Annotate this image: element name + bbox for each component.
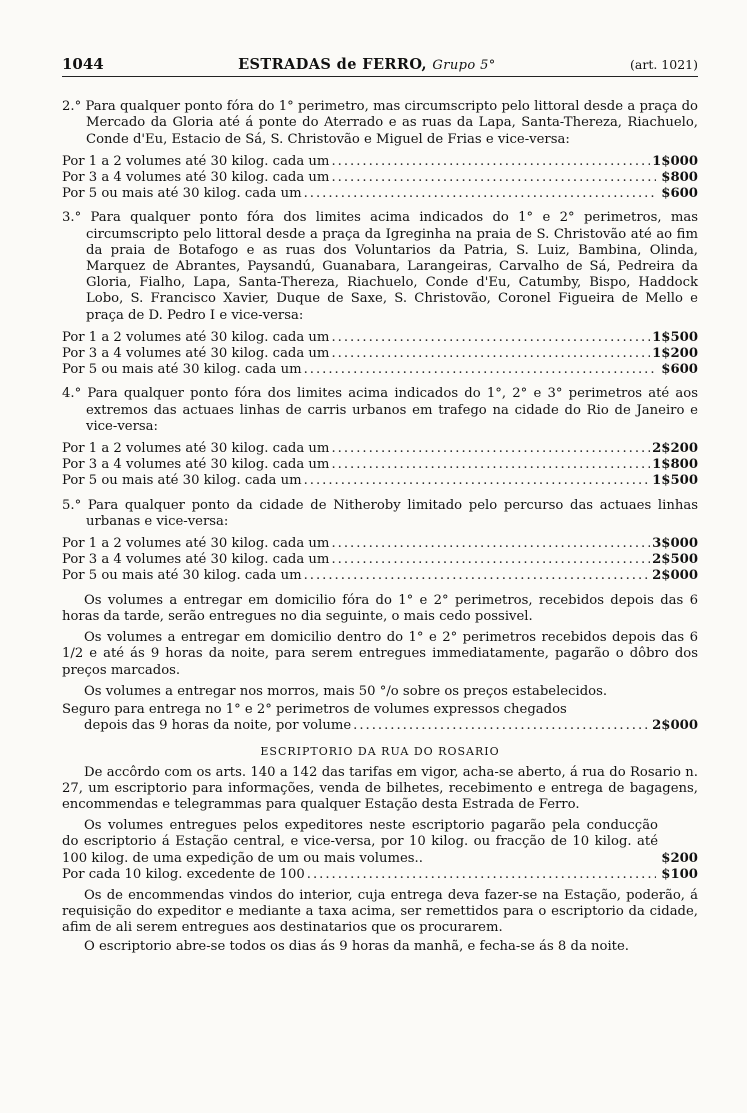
section-5 <box>62 498 698 585</box>
price-value: $600 <box>661 186 698 202</box>
price-label: Por 3 a 4 volumes até 30 kilog. cada um <box>62 346 330 362</box>
header-title <box>238 57 496 74</box>
price-row <box>62 330 698 346</box>
price-value: 2$000 <box>652 718 698 734</box>
price-value: $600 <box>661 362 698 378</box>
price-row <box>62 186 698 202</box>
price-label: Por 1 a 2 volumes até 30 kilog. cada um <box>62 536 330 552</box>
section-2 <box>62 99 698 202</box>
price-row <box>62 473 698 489</box>
price-row <box>62 718 698 734</box>
section-text: 5.° Para qualquer ponto da cidade de Nitheroby limitado pelo percurso das actuaes linhas urbanas e vice-versa: <box>62 497 698 529</box>
price-value: 2$500 <box>652 552 698 568</box>
price-value: 3$000 <box>652 536 698 552</box>
price-value: 1$200 <box>652 346 698 362</box>
price-row <box>62 552 698 568</box>
section-heading: ESCRIPTORIO DA RUA DO ROSARIO <box>260 745 500 759</box>
price-value: 1$500 <box>652 329 698 345</box>
price-value: 1$500 <box>652 473 698 489</box>
seguro-block <box>62 702 698 734</box>
document-page <box>62 56 698 957</box>
price-value: 1$000 <box>652 153 698 169</box>
price-value: 2$200 <box>652 441 698 457</box>
escriptorio-paragraph: O escriptorio abre-se todos os dias ás 9 horas da manhã, e fecha-se ás 8 da noite. <box>84 938 629 954</box>
price-label: Por 1 a 2 volumes até 30 kilog. cada um <box>62 441 330 457</box>
price-table <box>62 441 698 490</box>
price-value: $200 <box>661 850 698 866</box>
price-table <box>62 536 698 585</box>
price-label: Por 3 a 4 volumes até 30 kilog. cada um <box>62 457 330 473</box>
price-row <box>62 568 698 584</box>
section-text: 4.° Para qualquer ponto fóra dos limites acima indicados do 1°, 2° e 3° perimetros até aos extremos das actuaes linhas de carris urbanos em trafego na cidade do Rio de Janeiro e vice-versa: <box>62 386 698 434</box>
price-row <box>62 867 698 883</box>
header-article: (art. 1021) <box>630 57 698 72</box>
price-table <box>62 330 698 379</box>
fee-paragraph-row <box>62 818 698 867</box>
note-paragraph: Os volumes a entregar nos morros, mais 50 °/o sobre os preços estabelecidos. <box>84 683 608 699</box>
price-table <box>62 154 698 203</box>
price-row <box>62 154 698 170</box>
escriptorio-paragraph: Os volumes entregues pelos expeditores neste escriptorio pagarão pela conducção do escriptorio á Estação central, e vice-versa, por 10 kilog. ou fracção de 10 kilog. até 100 kilog. de uma expedição de um ou mais volumes.. <box>62 818 658 866</box>
note-paragraph: Os volumes a entregar em domicilio fóra do 1° e 2° perimetros, recebidos depois das 6 horas da tarde, serão entregues no dia seguinte, o mais cedo possivel. <box>62 592 698 624</box>
escriptorio-fees <box>62 818 698 883</box>
price-label: Por 5 ou mais até 30 kilog. cada um <box>62 473 302 489</box>
section-text: 3.° Para qualquer ponto fóra dos limites acima indicados do 1° e 2° perimetros, mas circumscripto pelo littoral desde a praça da Igreginha na praia de S. Christovão até ao fim da praia de Botafogo e as ruas dos Voluntarios da Patria, S. Luiz, Bambina, Olinda, Marquez de Abrantes, Paysandú, Guanabara, Larangeiras, Carvalho de Sá, Pedreira da Gloria, Fialho, Lapa, Santa-Thereza, Riachuelo, Conde d'Eu, Catumby, Bispo, Haddock Lobo, S. Francisco Xavier, Duque de Saxe, S. Christovão, Coronel Figueira de Mello e praça de D. Pedro I e vice-versa: <box>62 210 698 323</box>
section-3 <box>62 210 698 378</box>
escriptorio-paragraph: Os de encommendas vindos do interior, cuja entrega deva fazer-se na Estação, poderão, á requisição do expeditor e mediante a taxa acima, ser remettidos para o escriptorio da cidade, afim de ali serem entregues aos destinatarios que os procurarem. <box>62 887 698 936</box>
price-label: depois das 9 horas da noite, por volume <box>84 718 352 734</box>
escriptorio-paragraph: De accôrdo com os arts. 140 a 142 das tarifas em vigor, acha-se aberto, á rua do Rosario n. 27, um escriptorio para informações, venda de bilhetes, recebimento e entrega de bagagens, encommendas e telegrammas para qualquer Estação desta Estrada de Ferro. <box>62 764 698 812</box>
price-value: $800 <box>661 170 698 186</box>
price-label: Por 5 ou mais até 30 kilog. cada um <box>62 568 302 584</box>
header-title-text: ESTRADAS de FERRO, <box>238 56 427 73</box>
price-label: Por 5 ou mais até 30 kilog. cada um <box>62 362 302 378</box>
seguro-line: Seguro para entrega no 1° e 2° perimetros de volumes expressos chegados <box>62 701 567 717</box>
price-value: $100 <box>661 866 698 882</box>
price-row <box>62 170 698 186</box>
price-label: Por cada 10 kilog. excedente de 100 <box>62 866 305 882</box>
page-number: 1044 <box>62 55 104 73</box>
price-value: 2$000 <box>652 568 698 584</box>
section-text: 2.° Para qualquer ponto fóra do 1° perimetro, mas circumscripto pelo littoral desde a praça do Mercado da Gloria até á ponte do Aterrado e as ruas da Lapa, Santa-Thereza, Riachuelo, Conde d'Eu, Estacio de Sá, S. Christovão e Miguel de Frias e vice-versa: <box>62 99 698 147</box>
price-label: Por 3 a 4 volumes até 30 kilog. cada um <box>62 552 330 568</box>
price-value: 1$800 <box>652 457 698 473</box>
price-row <box>62 536 698 552</box>
note-paragraph: Os volumes a entregar em domicilio dentro do 1° e 2° perimetros recebidos depois das 6 1/2 e até ás 9 horas da noite, para serem entregues immediatamente, pagarão o dôbro dos preços marcados. <box>62 630 698 678</box>
price-label: Por 1 a 2 volumes até 30 kilog. cada um <box>62 329 330 345</box>
price-label: Por 3 a 4 volumes até 30 kilog. cada um <box>62 170 330 186</box>
price-row <box>62 457 698 473</box>
price-label: Por 1 a 2 volumes até 30 kilog. cada um <box>62 153 330 169</box>
header-group: Grupo 5° <box>432 58 496 73</box>
section-4 <box>62 386 698 489</box>
price-row <box>62 362 698 378</box>
price-row <box>62 441 698 457</box>
price-row <box>62 346 698 362</box>
price-label: Por 5 ou mais até 30 kilog. cada um <box>62 186 302 202</box>
page-header <box>62 56 698 77</box>
